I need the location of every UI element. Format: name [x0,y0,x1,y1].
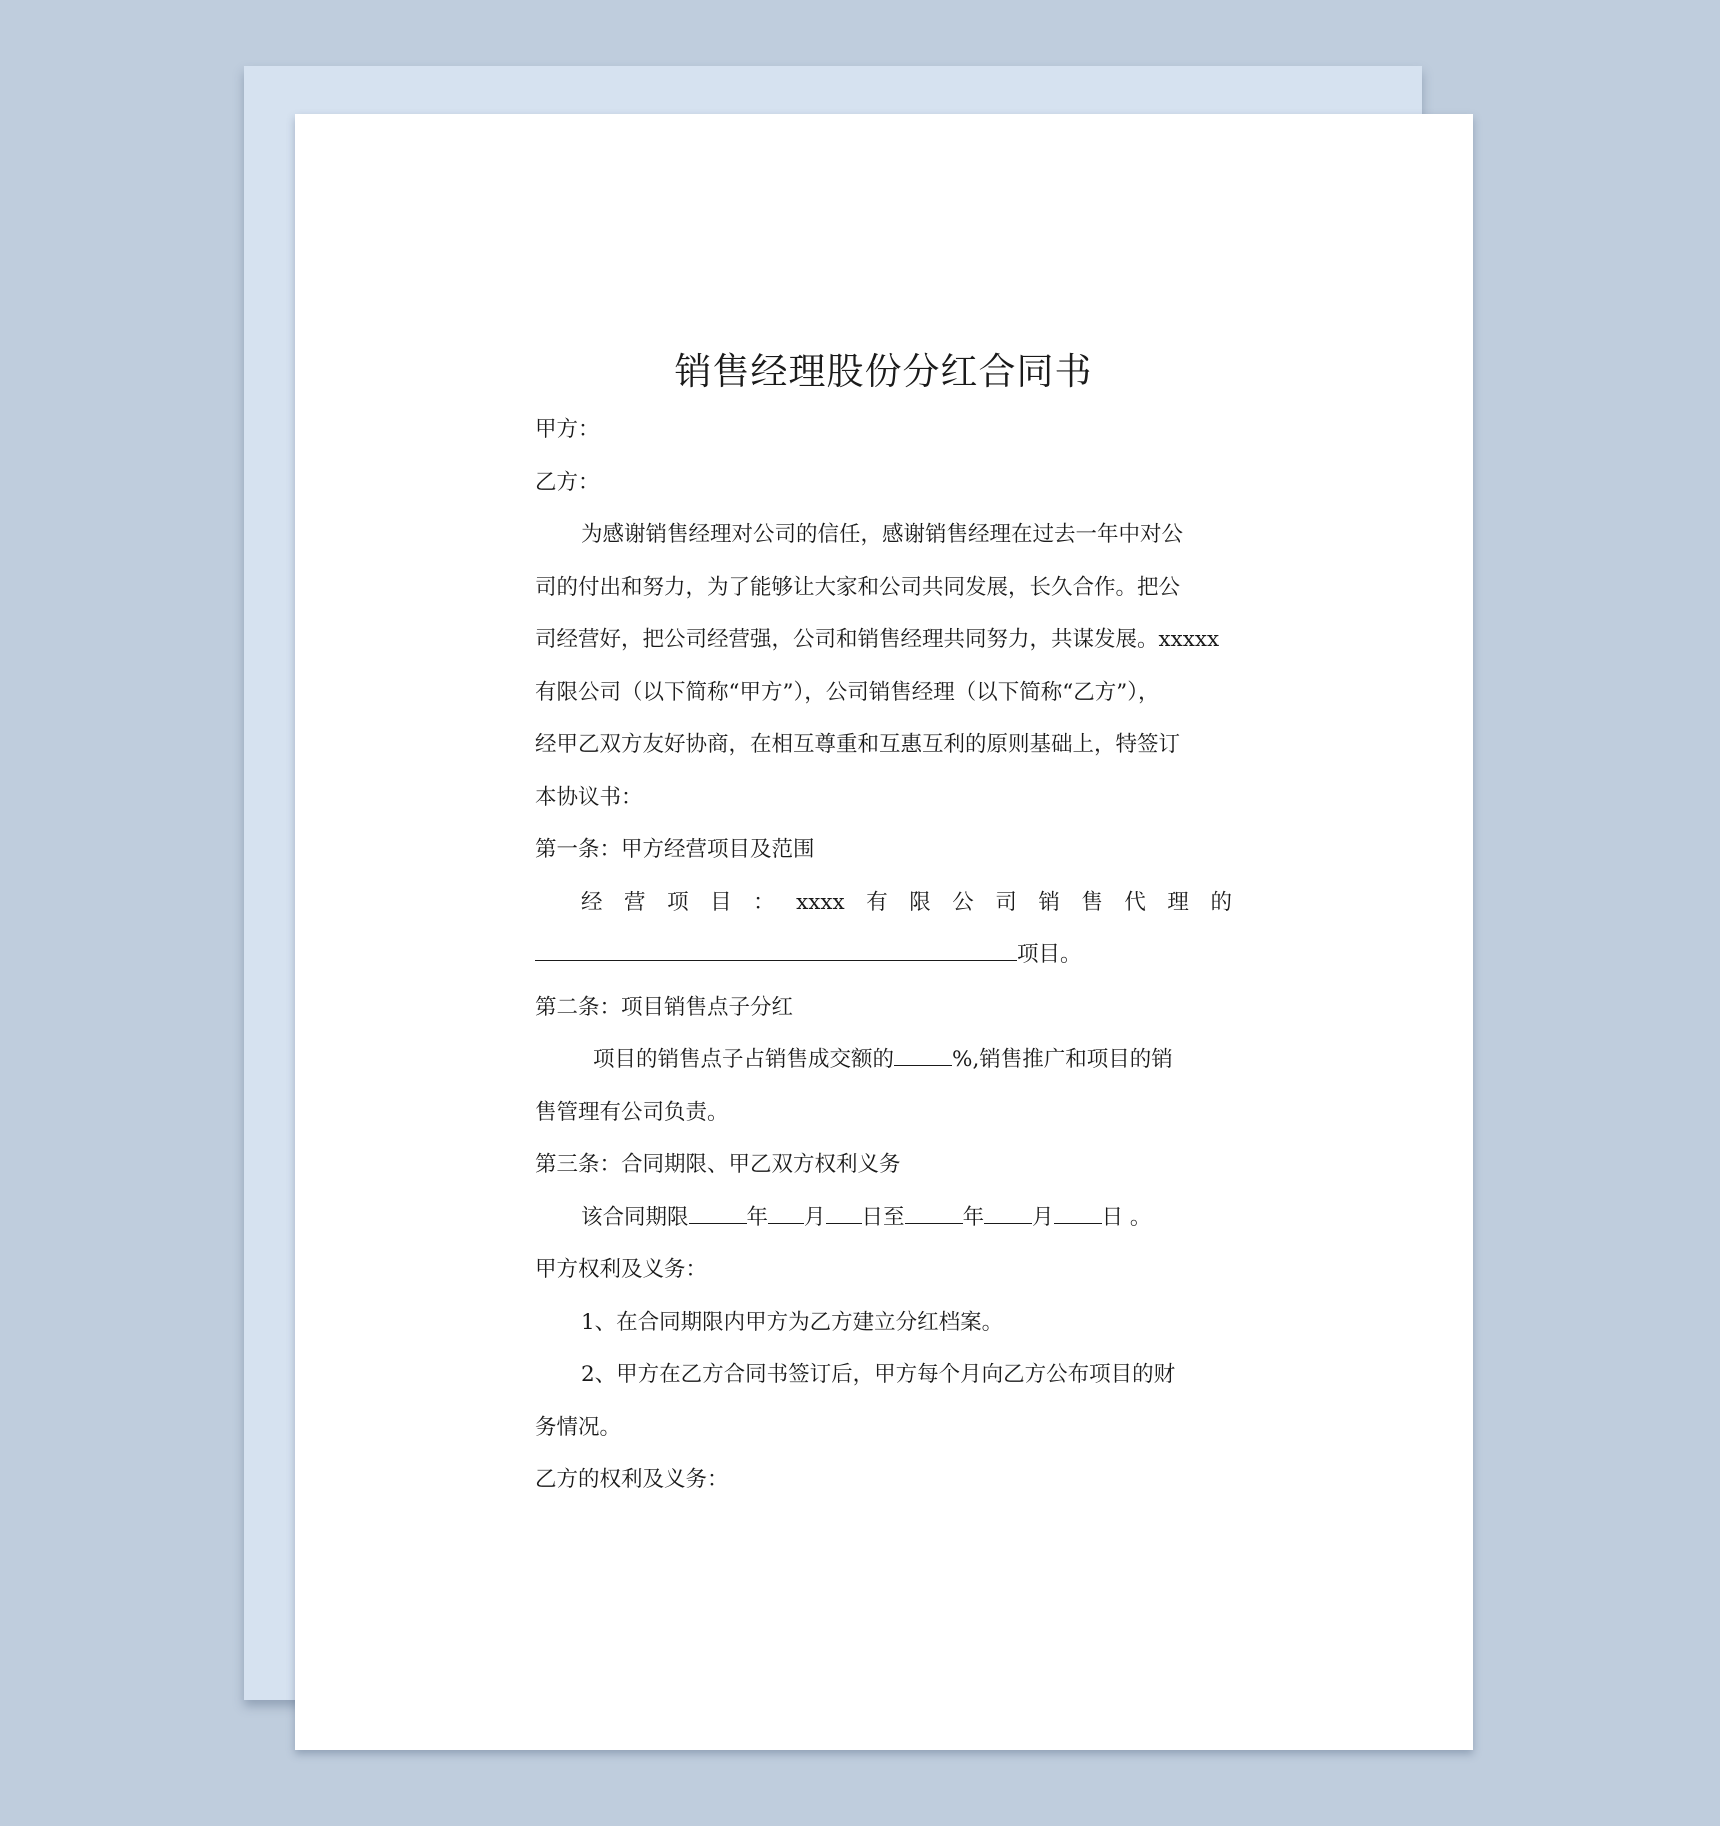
spread-char: 经 [581,889,603,915]
term-text: 年 [962,1204,985,1230]
party-a-item-2-cont: 务情况。 [535,1414,622,1440]
project-suffix: 项目。 [1017,942,1082,967]
article-2-line [535,1034,1232,1087]
intro-line: 为感谢销售经理对公司的信任，感谢销售经理在过去一年中对公 [581,522,1184,547]
intro-line: 本协议书： [535,784,643,810]
spread-char: 理 [1167,889,1189,915]
party-a-rights-heading: 甲方权利及义务： [535,1257,708,1282]
article-3-heading: 第三条：合同期限、甲乙双方权利义务 [535,1152,901,1177]
term-text: 月 [804,1204,826,1230]
start-day-blank[interactable] [826,1201,862,1224]
spread-char: xxxx [796,889,845,915]
party-a-label: 甲方： [535,417,600,442]
spread-char: 代 [1124,889,1146,915]
intro-line: 有限公司（以下简称“甲方”），公司销售经理（以下简称“乙方”）， [535,679,1160,705]
spread-char: 的 [1210,889,1232,915]
party-b-label: 乙方： [535,469,600,495]
end-day-blank[interactable] [1054,1201,1102,1224]
term-text: 月 [1032,1204,1054,1230]
start-month-blank[interactable] [768,1201,804,1224]
article-2-heading: 第二条：项目销售点子分红 [535,994,794,1020]
term-text: 该合同期限 [581,1204,689,1230]
article-2-line: 售管理有公司负责。 [535,1099,729,1125]
start-year-blank[interactable] [689,1201,747,1224]
term-text: 年 [746,1204,769,1230]
article-2-text: %,销售推广和项目的销 [952,1047,1173,1072]
document-title: 销售经理股份分红合同书 [674,350,1093,393]
spread-char: 有 [866,889,888,915]
intro-line: 经甲乙双方友好协商，在相互尊重和互惠互利的原则基础上，特签订 [535,732,1181,757]
project-blank[interactable] [535,938,1017,961]
spread-char: 司 [995,889,1017,915]
spread-char: 售 [1081,889,1103,915]
percent-blank[interactable] [894,1043,952,1066]
document-body [535,340,1232,1507]
spread-char: 公 [952,889,974,915]
article-2-text: 项目的销售点子占销售成交额的 [593,1047,895,1072]
term-text: 日 。 [1101,1204,1152,1230]
spread-char: 项 [667,889,689,915]
article-1-heading: 第一条：甲方经营项目及范围 [535,837,815,862]
spread-char: 限 [909,889,931,915]
spread-char: 销 [1038,889,1060,915]
spread-char: 营 [624,889,646,915]
term-text: 日至 [861,1204,905,1230]
intro-line: 司经营好，把公司经营强，公司和销售经理共同努力，共谋发展。xxxxx [535,627,1220,652]
spread-char: 目 [710,889,732,915]
party-a-item-2: 2、甲方在乙方合同书签订后，甲方每个月向乙方公布项目的财 [581,1362,1176,1387]
intro-line: 司的付出和努力，为了能够让大家和公司共同发展，长久合作。把公 [535,574,1181,600]
article-1-business-item [535,877,1232,930]
party-b-rights-heading: 乙方的权利及义务： [535,1467,729,1492]
article-1-project-line [535,929,1232,982]
party-a-item-1: 1、在合同期限内甲方为乙方建立分红档案。 [581,1309,1004,1335]
spread-char: ： [753,889,775,915]
end-year-blank[interactable] [905,1201,963,1224]
contract-term-line [535,1192,1232,1245]
end-month-blank[interactable] [984,1201,1032,1224]
